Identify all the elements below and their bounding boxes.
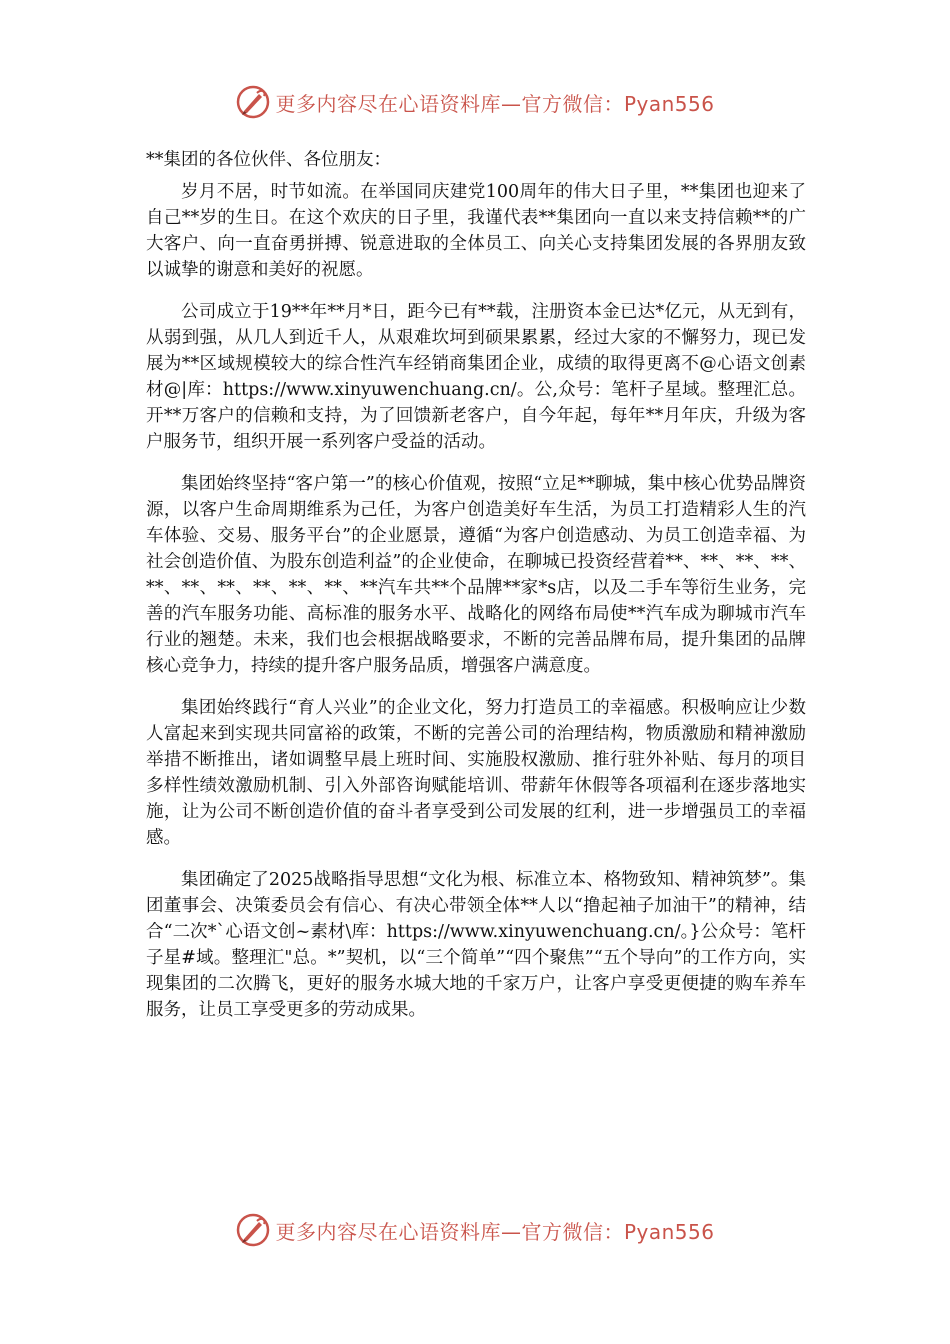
paragraph-strategy-2025: 集团确定了2025战略指导思想“文化为根、标准立本、格物致知、精神筑梦”。集团董事会、决策委员会有信心、有决心带领全体**人以“撸起袖子加油干”的精神，结合“二次*`心语文创~素材\库：https://www.xinyuwenchuang.cn/。}公众号：笔杆子星#域。整理汇"总。*”契机，以“三个简单”“四个聚焦”“五个导向”的工作方向，实现集团的二次腾飞，更好的服务水城大地的千家万户，让客户享受更便捷的购车养车服务，让员工享受更多的劳动成果。 (146, 870, 806, 1020)
paragraph-company-history: 公司成立于19**年**月*日，距今已有**载，注册资本金已达*亿元，从无到有，从弱到强，从几人到近千人，从艰难坎坷到硕果累累，经过大家的不懈努力，现已发展为**区域规模较大的综合性汽车经销商集团企业，成绩的取得更离不@心语文创素材@|库：https://www.xinyuwenchuang.cn/。公,众号：笔杆子星域。整理汇总。开**万客户的信赖和支持，为了回馈新老客户，自今年起，每年**月年庆，升级为客户服务节，组织开展一系列客户受益的活动。 (146, 302, 806, 452)
footer-banner (0, 1210, 950, 1250)
header-banner-text: 更多内容尽在心语资料库—官方微信：Pyan556 (275, 91, 715, 116)
pen-logo-icon (235, 84, 271, 120)
paragraph-customer-values: 集团始终坚持“客户第一”的核心价值观，按照“立足**聊城，集中核心优势品牌资源，以客户生命周期维系为己任，为客户创造美好车生活，为员工打造精彩人生的汽车体验、交易、服务平台”的企业愿景，遵循“为客户创造感动、为员工创造幸福、为社会创造价值、为股东创造利益”的企业使命，在聊城已投资经营着**、**、**、**、**、**、**、**、**、**、**汽车共**个品牌**家*s店，以及二手车等衍生业务，完善的汽车服务功能、高标准的服务水平、战略化的网络布局使**汽车成为聊城市汽车行业的翘楚。未来，我们也会根据战略要求，不断的完善品牌布局，提升集团的品牌核心竞争力，持续的提升客户服务品质，增强客户满意度。 (146, 474, 806, 676)
header-banner (0, 82, 950, 122)
footer-banner-text: 更多内容尽在心语资料库—官方微信：Pyan556 (275, 1219, 715, 1244)
paragraph-employee-culture: 集团始终践行“育人兴业”的企业文化，努力打造员工的幸福感。积极响应让少数人富起来到实现共同富裕的政策，不断的完善公司的治理结构，物质激励和精神激励举措不断推出，诸如调整早晨上班时间、实施股权激励、推行驻外补贴、每月的项目多样性绩效激励机制、引入外部咨询赋能培训、带薪年休假等各项福利在逐步落地实施，让为公司不断创造价值的奋斗者享受到公司发展的红利，进一步增强员工的幸福感。 (146, 698, 806, 848)
letter-greeting: **集团的各位伙伴、各位朋友： (146, 150, 391, 170)
paragraph-anniversary: 岁月不居，时节如流。在举国同庆建党100周年的伟大日子里，**集团也迎来了自己**岁的生日。在这个欢庆的日子里，我谨代表**集团向一直以来支持信赖**的广大客户、向一直奋勇拼搏、锐意进取的全体员工、向关心支持集团发展的各界朋友致以诚挚的谢意和美好的祝愿。 (146, 182, 806, 280)
letter-body (146, 147, 806, 1039)
pen-logo-icon (235, 1212, 271, 1248)
